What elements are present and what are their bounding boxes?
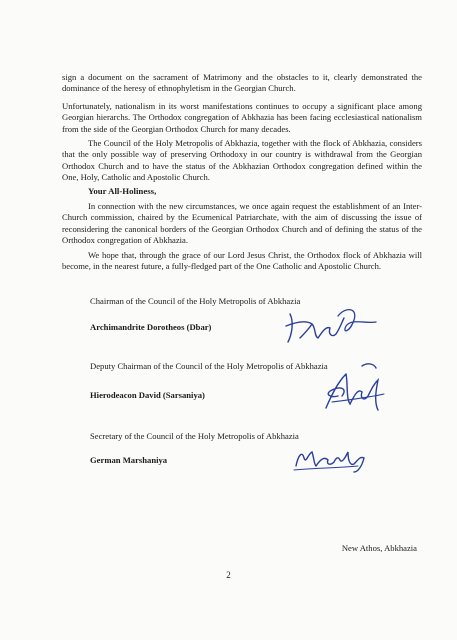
- place-of-signing: New Athos, Abkhazia: [341, 543, 417, 553]
- salutation: Your All-Holiness,: [88, 186, 157, 196]
- signatory-name-secretary: German Marshaniya: [90, 455, 168, 465]
- signatory-title-secretary: Secretary of the Council of the Holy Metropolis of Abkhazia: [90, 431, 299, 441]
- paragraph-council-position: The Council of the Holy Metropolis of Abkhazia, together with the flock of Abkhazia, considers that the only possible way of preserving Orthodoxy in our country is withdrawal from the Georgian Orthodox Church and to have the status of the Abkhazian Orthodox congregation defined within the One, Holy, Catholic and Apostolic Church.: [62, 138, 422, 182]
- signatory-name-deputy-chairman: Hierodeacon David (Sarsaniya): [90, 390, 205, 400]
- page-number: 2: [226, 570, 231, 580]
- paragraph-commission-request: In connection with the new circumstances, we once again request the establishment of an Inter-Church commission, chaired by the Ecumenical Patriarchate, with the aim of discussing the issue of reconsidering the canonical borders of the Georgian Orthodox Church and of defining the status of the Orthodox congregation of Abkhazia.: [62, 201, 422, 245]
- signatory-name-chairman: Archimandrite Dorotheos (Dbar): [90, 322, 212, 332]
- paragraph-nationalism: Unfortunately, nationalism in its worst manifestations continues to occupy a significant place among Georgian hierarchs. The Orthodox congregation of Abkhazia has been facing ecclesiastical nationalism from the side of the Georgian Orthodox Church for many decades.: [62, 101, 422, 134]
- handwritten-signature-deputy-chairman: [318, 358, 390, 418]
- handwritten-signature-secretary: [292, 444, 372, 474]
- paragraph-hope: We hope that, through the grace of our Lord Jesus Christ, the Orthodox flock of Abkhazia will become, in the nearest future, a fully-fledged part of the One Catholic and Apostolic Church.: [62, 250, 422, 272]
- paragraph-matrimony: sign a document on the sacrament of Matrimony and the obstacles to it, clearly demonstrated the dominance of the heresy of ethnophyletism in the Georgian Church.: [62, 72, 422, 94]
- handwritten-signature-chairman: [282, 304, 380, 348]
- signatory-title-deputy-chairman: Deputy Chairman of the Council of the Holy Metropolis of Abkhazia: [90, 361, 328, 371]
- signatory-title-chairman: Chairman of the Council of the Holy Metropolis of Abkhazia: [90, 296, 301, 306]
